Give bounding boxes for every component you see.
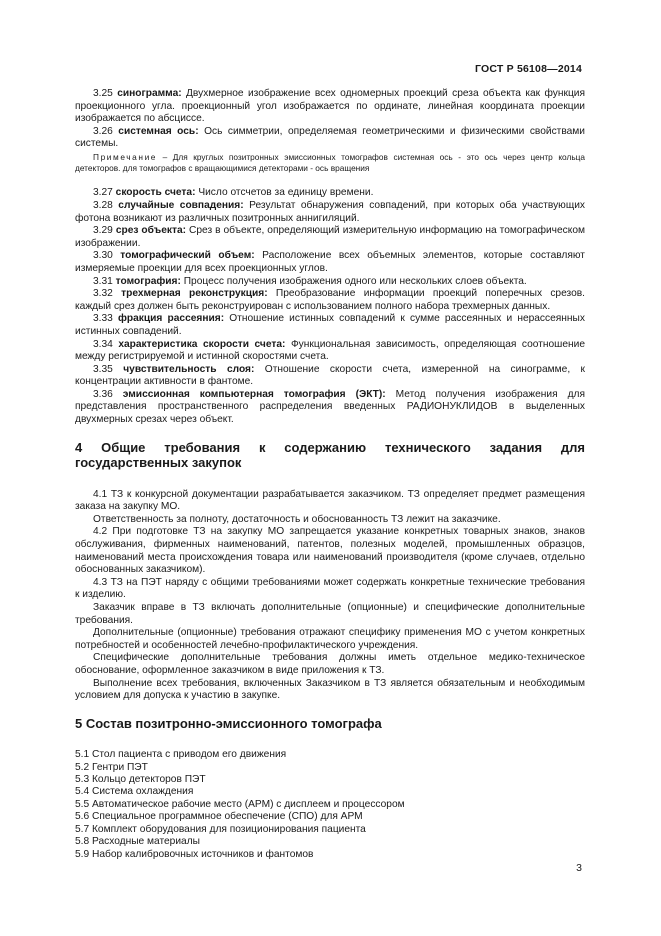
definition-term: случайные совпадения: (118, 199, 244, 211)
section-4-paragraph: Специфические дополнительные требования должны иметь отдельное медико-техническое обоснование, оформленное заказчиком в виде приложения к ТЗ. (75, 652, 585, 676)
definition-3-29 (75, 225, 585, 250)
definition-number: 3.30 (93, 250, 113, 262)
definition-text: Процесс получения изображения одного или нескольких слоев объекта. (183, 275, 527, 287)
definition-3-33 (75, 313, 585, 338)
definition-term: скорость счета: (115, 187, 196, 199)
definition-number: 3.36 (93, 388, 113, 400)
definition-number: 3.26 (93, 125, 113, 137)
definition-number: 3.32 (93, 288, 113, 300)
list-item: 5.8 Расходные материалы (75, 836, 200, 848)
definition-term: томография: (115, 275, 181, 287)
definition-3-26 (75, 126, 585, 151)
definition-3-27 (75, 187, 585, 200)
list-item: 5.4 Система охлаждения (75, 786, 194, 798)
definition-text: Срез в объекте, определяющий измерительную информацию на томографическом изображении. (75, 225, 585, 249)
section-4-paragraph: Выполнение всех требования, включенных Заказчиком в ТЗ является обязательным и необходимым условием для допуска к участию в закупке. (75, 677, 585, 702)
section-4-heading: 4 Общие требования к содержанию технического задания для государственных закупок (75, 439, 585, 471)
definition-term: эмиссионная компьютерная томография (ЭКТ): (122, 388, 386, 400)
section-4-paragraph: Заказчик вправе в ТЗ включать дополнительные (опционные) и специфические дополнительные требования. (75, 602, 585, 626)
list-item: 5.6 Специальное программное обеспечение (СПО) для АРМ (75, 811, 363, 823)
definition-term: фракция рассеяния: (118, 313, 225, 325)
definition-number: 3.33 (93, 313, 113, 325)
definition-text: Расположение всех объемных элементов, которые составляют измеряемые проекции для всех проекционных углов. (75, 250, 585, 274)
list-item: 5.5 Автоматическое рабочие место (АРМ) с дисплеем и процессором (75, 798, 405, 810)
definition-term: срез объекта: (115, 225, 187, 237)
section-5-list (75, 749, 585, 861)
section-4-paragraph: 4.1 ТЗ к конкурсной документации разрабатывается заказчиком. ТЗ определяет предмет размещения заказа на закупку МО. (75, 488, 585, 513)
definition-text: Преобразование информации проекций поперечных срезов. каждый срез должен быть реконструирован с использованием полного набора трехмерных данных. (75, 288, 585, 312)
section-5-heading: 5 Состав позитронно-эмиссионного томографа (75, 715, 382, 731)
page-number: 3 (576, 862, 582, 874)
note-text: – Для круглых позитронных эмиссионных томографов системная ось - это ось через центр кольца детекторов. для томографов с вращающимися детекторами - ось вращения (75, 151, 586, 174)
definition-text: Метод получения изображения для представления пространственного распределения введенных РАДИОНУКЛИДОВ в выделенных двухмерных срезах через объект. (75, 388, 585, 426)
note-label: Примечание (93, 151, 158, 162)
section-4-paragraph: 4.2 При подготовке ТЗ на закупку МО запрещается указание конкретных товарных знаков, знаков обслуживания, фирменных наименований, патентов, полезных моделей, промышленных образцов, наименований места происхождения товара или наименований производителя (кроме случаев, отдельно обоснованных заказчиком). (75, 526, 585, 576)
note-3-26 (75, 152, 585, 174)
definition-number: 3.27 (93, 187, 113, 199)
page-content (75, 88, 585, 861)
list-item: 5.7 Комплект оборудования для позиционирования пациента (75, 823, 366, 835)
definition-term: системная ось: (118, 125, 199, 137)
definition-number: 3.29 (93, 225, 113, 237)
definition-3-32 (75, 288, 585, 313)
definition-3-30 (75, 250, 585, 275)
definition-text: Отношение истинных совпадений к сумме рассеянных и нерассеянных истинных совпадений. (75, 313, 585, 337)
definition-term: чувствительность слоя: (123, 363, 255, 375)
definition-3-36 (75, 389, 585, 427)
definition-3-28 (75, 200, 585, 225)
definition-text: Число отсчетов за единицу времени. (198, 187, 374, 199)
definition-text: Функциональная зависимость, определяющая соотношение между регистрируемой и истинной скоростями счета. (75, 338, 585, 363)
definition-3-25 (75, 88, 585, 126)
definition-text: Результат обнаружения совпадений, при которых оба участвующих фотона возникают из различных позитронных аннигиляций. (75, 199, 585, 224)
definition-number: 3.25 (93, 88, 113, 99)
definition-text: Отношение скорости счета, измеренной на синограмме, к концентрации активности в фантоме. (75, 363, 586, 388)
definition-number: 3.28 (93, 199, 113, 211)
definition-term: трехмерная реконструкция: (121, 288, 268, 300)
definition-term: томографический объем: (120, 250, 255, 262)
definition-3-35 (75, 364, 585, 389)
section-4-paragraph: Ответственность за полноту, достаточность и обоснованность ТЗ лежит на заказчике. (93, 513, 501, 525)
section-4-paragraph: 4.3 ТЗ на ПЭТ наряду с общими требованиями может содержать конкретные технические требования к изделию. (75, 576, 585, 601)
section-4-paragraph: Дополнительные (опционные) требования отражают специфику применения МО с учетом конкретных потребностей и особенностей лечебно-профилактического учреждения. (75, 627, 585, 651)
list-item: 5.1 Стол пациента с приводом его движения (75, 749, 287, 761)
definition-3-31 (75, 276, 585, 289)
definition-text: Ось симметрии, определяемая геометрическими и физическими свойствами системы. (75, 125, 585, 150)
definition-term: синограмма: (117, 88, 182, 99)
list-item: 5.9 Набор калибровочных источников и фантомов (75, 848, 314, 860)
definition-number: 3.31 (93, 275, 113, 287)
list-item: 5.2 Гентри ПЭТ (75, 761, 148, 773)
list-item: 5.3 Кольцо детекторов ПЭТ (75, 774, 206, 786)
definition-number: 3.34 (93, 338, 113, 350)
definition-number: 3.35 (93, 363, 113, 375)
definition-3-34 (75, 339, 585, 364)
document-header-id: ГОСТ Р 56108—2014 (474, 63, 582, 75)
definition-term: характеристика скорости счета: (118, 338, 286, 350)
definition-text: Двухмерное изображение всех одномерных проекций среза объекта как функция проекционного угла. проекционный угол изображается по ординате, линейная координата проекции изображается по абсциссе. (75, 88, 585, 125)
